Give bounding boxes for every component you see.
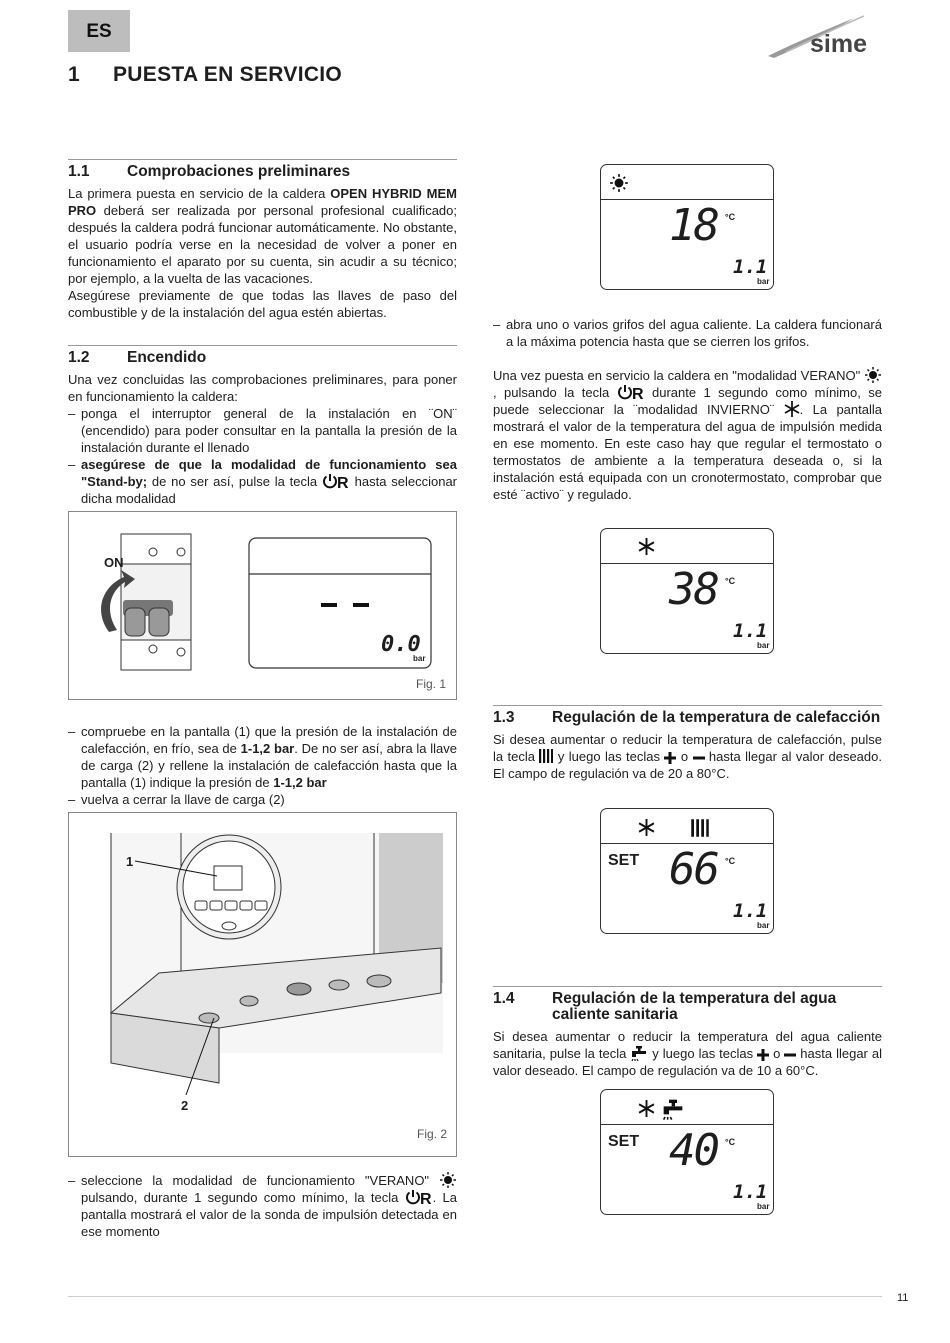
power-reset-icon	[405, 1189, 433, 1205]
snowflake-icon	[638, 1100, 655, 1117]
temp-unit: °C	[725, 1137, 736, 1147]
set-label: SET	[608, 1133, 640, 1150]
language-tab: ES	[68, 10, 130, 52]
figure-2	[68, 812, 457, 1157]
section-1-2	[68, 345, 457, 507]
temp-unit: °C	[725, 856, 736, 866]
radiator-icon	[539, 748, 553, 764]
section-1-2-verano	[68, 1172, 457, 1240]
tap-icon	[661, 1098, 685, 1120]
section-heading: 1.2 Encendido	[68, 345, 457, 366]
sun-icon	[609, 173, 629, 193]
pressure-unit: bar	[757, 1202, 770, 1211]
power-reset-icon	[322, 473, 350, 489]
pressure-readout: 1.1	[733, 256, 768, 278]
display-dhw-set	[600, 1089, 774, 1215]
list-item: – vuelva a cerrar la llave de carga (2)	[68, 791, 457, 808]
paragraph: Asegúrese previamente de que todas las llaves de paso del combustible y de la instalación del agua estén abiertas.	[68, 288, 457, 320]
pressure-unit: bar	[757, 277, 770, 286]
sun-icon	[439, 1172, 457, 1188]
sime-logo	[766, 12, 886, 60]
plus-icon	[757, 1049, 769, 1061]
on-label: ON	[104, 555, 124, 570]
right-text-1	[493, 316, 882, 503]
temp-readout: 40	[669, 1125, 718, 1176]
section-heading: 1.3 Regulación de la temperatura de calefacción	[493, 705, 882, 726]
plus-icon	[664, 752, 676, 764]
list-item: – asegúrese de que la modalidad de funcionamiento sea "Stand-by; de no ser así, pulse la tecla R hasta seleccionar dicha modalidad	[68, 456, 457, 507]
snowflake-icon	[638, 819, 655, 836]
pressure-readout: 0.0	[381, 632, 421, 657]
snowflake-icon	[638, 538, 655, 555]
svg-text:R: R	[419, 1191, 432, 1205]
svg-text:sime: sime	[810, 30, 867, 58]
section-1-1	[68, 159, 457, 321]
callout-1: 1	[126, 854, 134, 869]
set-label: SET	[608, 852, 640, 869]
footer-rule	[68, 1296, 882, 1297]
paragraph: Si desea aumentar o reducir la temperatura de calefacción, pulse la tecla y luego las teclas o hasta llegar al valor deseado. El campo de regulación va de 20 a 80°C.	[493, 732, 882, 781]
pressure-readout: 1.1	[733, 1181, 768, 1203]
section-1-3	[493, 705, 882, 782]
section-1-2-cont	[68, 723, 457, 808]
power-reset-icon	[617, 384, 645, 400]
figure-1	[68, 511, 457, 700]
pressure-readout: 1.1	[733, 620, 768, 642]
list-item: – abra uno o varios grifos del agua caliente. La caldera funcionará a la máxima potencia hasta que se cierren los grifos.	[493, 316, 882, 350]
temp-readout: 38	[669, 564, 718, 615]
svg-text:R: R	[336, 475, 349, 489]
display-winter	[600, 528, 774, 654]
paragraph: La primera puesta en servicio de la caldera OPEN HYBRID MEM PRO deberá ser realizada por personal profesional cualificado; después la caldera podrá funcionar automáticamente. No obstante, el usuario podría verse en la necesidad de volver a poner en funcionamiento el aparato por su cuenta, sin acudir a su técnico; por ejemplo, a la vuelta de las vacaciones.	[68, 186, 457, 286]
section-heading: 1.4 Regulación de la temperatura del agua caliente sanitaria	[493, 986, 882, 1023]
pressure-unit: bar	[413, 654, 426, 663]
temp-readout: 66	[669, 844, 718, 895]
figure-caption: Fig. 2	[417, 1127, 448, 1141]
list-item: – ponga el interruptor general de la instalación en ¨ON¨ (encendido) para poder consultar en la pantalla la presión de la instalación durante el llenado	[68, 405, 457, 456]
chapter-title: 1 PUESTA EN SERVICIO	[68, 63, 343, 86]
pressure-unit: bar	[757, 641, 770, 650]
pressure-unit: bar	[757, 921, 770, 930]
section-1-4	[493, 986, 882, 1079]
display-heating-set	[600, 808, 774, 934]
temp-readout: 18	[669, 200, 718, 251]
temp-unit: °C	[725, 576, 736, 586]
tap-icon	[630, 1045, 648, 1061]
display-summer	[600, 164, 774, 290]
pressure-readout: 1.1	[733, 900, 768, 922]
section-heading: 1.1 Comprobaciones preliminares	[68, 159, 457, 180]
sun-icon	[864, 367, 882, 383]
minus-icon	[784, 1049, 796, 1061]
figure-caption: Fig. 1	[416, 677, 447, 691]
callout-2: 2	[181, 1098, 189, 1113]
paragraph: Una vez concluidas las comprobaciones preliminares, para poner en funcionamiento la caldera:	[68, 372, 457, 404]
minus-icon	[693, 752, 705, 764]
snowflake-icon	[784, 401, 800, 417]
list-item: – seleccione la modalidad de funcionamiento "VERANO" pulsando, durante 1 segundo como mínimo, la tecla R . La pantalla mostrará el valor de la sonda de impulsión detectada en ese momento	[68, 1172, 457, 1240]
temp-unit: °C	[725, 212, 736, 222]
radiator-icon	[691, 818, 709, 838]
svg-text:R: R	[631, 386, 644, 400]
list-item: – compruebe en la pantalla (1) que la presión de la instalación de calefacción, en frío, sea de 1-1,2 bar. De no ser así, abra la llave de carga (2) y rellene la instalación de calefacción hasta que la pantalla (1) indique la presión de 1-1,2 bar	[68, 723, 457, 791]
paragraph: Si desea aumentar o reducir la temperatura del agua caliente sanitaria, pulse la tecla y luego las teclas o hasta llegar al valor deseado. El campo de regulación va de 10 a 60°C.	[493, 1029, 882, 1078]
paragraph: Una vez puesta en servicio la caldera en "modalidad VERANO" , pulsando la tecla R durante 1 segundo como mínimo, se puede seleccionar la ¨modalidad INVIERNO¨ . La pantalla mostrará el valor de la temperatura del agua de impulsión medida en ese momento. En este caso hay que regular el termostato o termostatos de ambiente a la temperatura deseada o, si la instalación está equipada con un cronotermostato, comprobar que esté ¨activo¨ y regulado.	[493, 368, 882, 502]
page-number: 11	[897, 1292, 909, 1304]
